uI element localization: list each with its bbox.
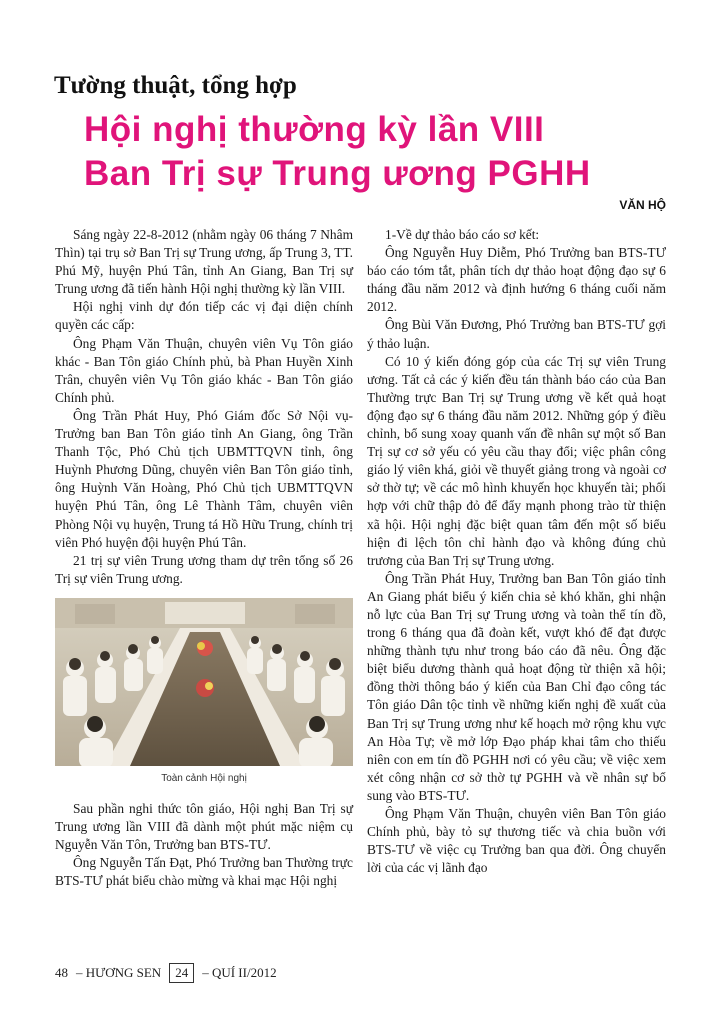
paragraph: Ông Phạm Văn Thuận, chuyên viên Ban Tôn giáo Chính phủ, bày tỏ sự thương tiếc và chia buồn với BTS-TƯ về việc cụ Trưởng ban qua đời. Ông chuyển lời của các vị lãnh đạo (367, 806, 666, 876)
left-column (55, 226, 353, 890)
issue-number-box: 24 (169, 963, 194, 983)
page-number: 48 (55, 965, 68, 980)
paragraph: 21 trị sự viên Trung ương tham dự trên tổng số 26 Trị sự viên Trung ương. (55, 552, 353, 586)
conference-photo-illustration (55, 598, 353, 766)
author-byline: VĂN HỘ (619, 198, 666, 212)
conference-photo (55, 598, 353, 766)
paragraph: Sáng ngày 22-8-2012 (nhằm ngày 06 tháng 7 Nhâm Thìn) tại trụ sở Ban Trị sự Trung ương, ấp Trung 3, TT. Phú Mỹ, huyện Phú Tân, tỉnh An Giang, Ban Trị sự Trung ương đã tiến hành Hội nghị thường kỳ lần VIII. (55, 227, 353, 297)
paragraph: 1-Về dự thảo báo cáo sơ kết: (385, 227, 540, 242)
paragraph: Ông Trần Phát Huy, Phó Giám đốc Sở Nội vụ-Trưởng ban Ban Tôn giáo tỉnh An Giang, ông Trần Thanh Tộc, Phó Chủ tịch UBMTTQVN tỉnh, ông Huỳnh Phương Dũng, chuyên viên Ban Tôn giáo tỉnh, ông Huỳnh Văn Hoàng, Phó Chủ tịch UBMTTQVN huyện Phú Tân, ông Lê Thành Tâm, chuyên viên Phòng Nội vụ huyện, Trung tá Hồ Hữu Trung, chính trị viên Phó huyện đội huyện Phú Tân. (55, 407, 353, 550)
page-footer (55, 963, 277, 983)
section-label: Tường thuật, tổng hợp (54, 72, 297, 99)
photo-caption: Toàn cảnh Hội nghị (161, 772, 247, 784)
paragraph: Ông Nguyễn Huy Diễm, Phó Trưởng ban BTS-TƯ báo cáo tóm tắt, phân tích dự thảo hoạt động đạo sự 6 tháng đầu năm 2012 và định hướng 6 tháng cuối năm 2012. (367, 245, 666, 315)
headline-line-2: Ban Trị sự Trung ương PGHH (84, 154, 591, 193)
paragraph: Ông Phạm Văn Thuận, chuyên viên Vụ Tôn giáo khác - Ban Tôn giáo Chính phủ, bà Phan Huyền Xinh Trân, chuyên viên Vụ Tôn giáo khác - Ban Tôn giáo Chính phủ. (55, 335, 353, 405)
paragraph: Ông Trần Phát Huy, Trưởng ban Ban Tôn giáo tỉnh An Giang phát biểu ý kiến chia sẻ khó khăn, ghi nhận nỗ lực của Ban Trị sự Trung ương và toàn thể tín đồ, trong 6 tháng qua đã đoàn kết, vượt khó để đạt được những thành tựu như trong báo cáo đã nêu. Ông đặc biệt biểu dương thành quả hoạt động từ thiện xã hội; đồng thời thông báo ý kiến của Ban Chỉ đạo công tác Tôn giáo Dân tộc tỉnh về những kiến nghị đề xuất của Ban Trị sự Trung ương như kế hoạch mở rộng khu vực An Hòa Tự; về mở lớp Đạo pháp khai tâm cho thiếu niên con em tín đồ PGHH nơi có yêu cầu; về việc xem xét công nhận cơ sở thờ tự PGHH và về nhân sự bổ sung vào BTS-TƯ. (367, 570, 666, 803)
article-headline (84, 108, 684, 196)
paragraph: Hội nghị vinh dự đón tiếp các vị đại diện chính quyền các cấp: (55, 299, 353, 333)
paragraph: Sau phần nghi thức tôn giáo, Hội nghị Ban Trị sự Trung ương lần VIII đã dành một phút mặc niệm cụ Nguyễn Văn Tôn, Trưởng ban BTS-TƯ. (55, 800, 353, 853)
paragraph: Ông Bùi Văn Đương, Phó Trưởng ban BTS-TƯ gợi ý thảo luận. (367, 317, 666, 351)
right-column (367, 226, 666, 877)
paragraph: Có 10 ý kiến đóng góp của các Trị sự viên Trung ương. Tất cả các ý kiến đều tán thành báo cáo của Ban Thường trực Ban Trị sự Trung ương về kết quả hoạt động đạo sự 6 tháng đầu năm 2012. Những góp ý điều chỉnh, bổ sung xoay quanh vấn đề nhân sự một số Ban Trị sự cơ sở yếu có yêu cầu thay đổi; việc phân công giáo lý viên khá, giỏi về thuyết giảng trong và ngoài cơ sở thờ tự; về các mô hình khuyến học khuyến tài; phối hợp với chữ thập đỏ để đẩy mạnh phong trào từ thiện xã hội. Hội nghị đặc biệt quan tâm đến một số biểu hiện đi lệch tôn chỉ hành đạo và không đúng chủ trương của Ban Trị sự Trung ương. (367, 353, 666, 568)
publication-period: – QUÍ II/2012 (202, 965, 277, 980)
headline-line-1: Hội nghị thường kỳ lần VIII (84, 110, 545, 149)
paragraph: Ông Nguyễn Tấn Đạt, Phó Trưởng ban Thường trực BTS-TƯ phát biểu chào mừng và khai mạc Hội nghị (55, 855, 353, 889)
publication-name: – HƯƠNG SEN (76, 965, 162, 980)
